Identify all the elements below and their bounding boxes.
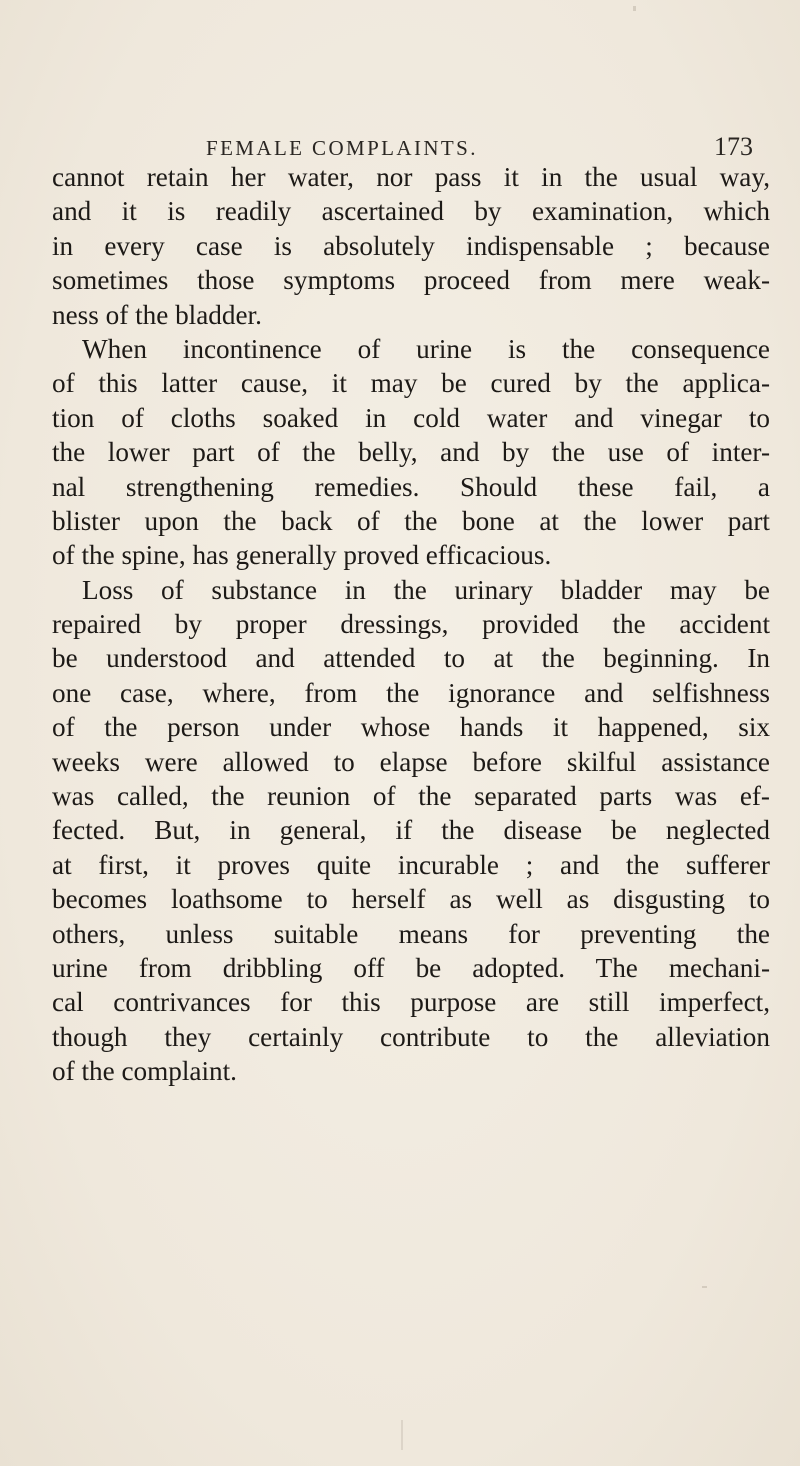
text-line: the lower part of the belly, and by the use of inter- (52, 437, 770, 468)
paper-speck (401, 1420, 403, 1450)
body-text (52, 160, 770, 1089)
text-line: of the spine, has generally proved efficacious. (52, 540, 552, 571)
text-line: blister upon the back of the bone at the lower part (52, 505, 770, 536)
text-line: of this latter cause, it may be cured by the applica- (52, 368, 770, 399)
text-line: at first, it proves quite incurable ; and the sufferer (52, 849, 770, 880)
text-line: tion of cloths soaked in cold water and vinegar to (52, 402, 770, 433)
text-line: in every case is absolutely indispensable ; because (52, 230, 770, 261)
text-line: becomes loathsome to herself as well as disgusting to (52, 884, 770, 915)
text-line: one case, where, from the ignorance and selfishness (52, 677, 770, 708)
text-line: nal strengthening remedies. Should these fail, a (52, 471, 770, 502)
text-line: cal contrivances for this purpose are still imperfect, (52, 987, 770, 1018)
text-line: though they certainly contribute to the alleviation (52, 1021, 770, 1052)
running-head-title: FEMALE COMPLAINTS. (206, 136, 478, 160)
text-line: repaired by proper dressings, provided the accident (52, 609, 770, 640)
text-line: ness of the bladder. (52, 299, 262, 330)
text-line: fected. But, in general, if the disease be neglected (52, 815, 770, 846)
page-number: 173 (714, 132, 753, 161)
text-line: urine from dribbling off be adopted. The mechani- (52, 952, 770, 983)
paper-speck (702, 1286, 707, 1288)
text-line: and it is readily ascertained by examination, which (52, 196, 770, 227)
text-line: others, unless suitable means for preventing the (52, 918, 770, 949)
text-line: of the person under whose hands it happened, six (52, 712, 770, 743)
text-line: weeks were allowed to elapse before skilful assistance (52, 746, 770, 777)
text-line: cannot retain her water, nor pass it in the usual way, (52, 162, 770, 192)
text-line: of the complaint. (52, 1056, 237, 1087)
text-line: When incontinence of urine is the consequence (82, 333, 770, 364)
text-line: be understood and attended to at the beginning. In (52, 643, 770, 674)
text-line: was called, the reunion of the separated parts was ef- (52, 781, 770, 812)
paper-speck (633, 6, 636, 11)
text-line: Loss of substance in the urinary bladder may be (82, 574, 770, 605)
text-line: sometimes those symptoms proceed from mere weak- (52, 265, 770, 296)
